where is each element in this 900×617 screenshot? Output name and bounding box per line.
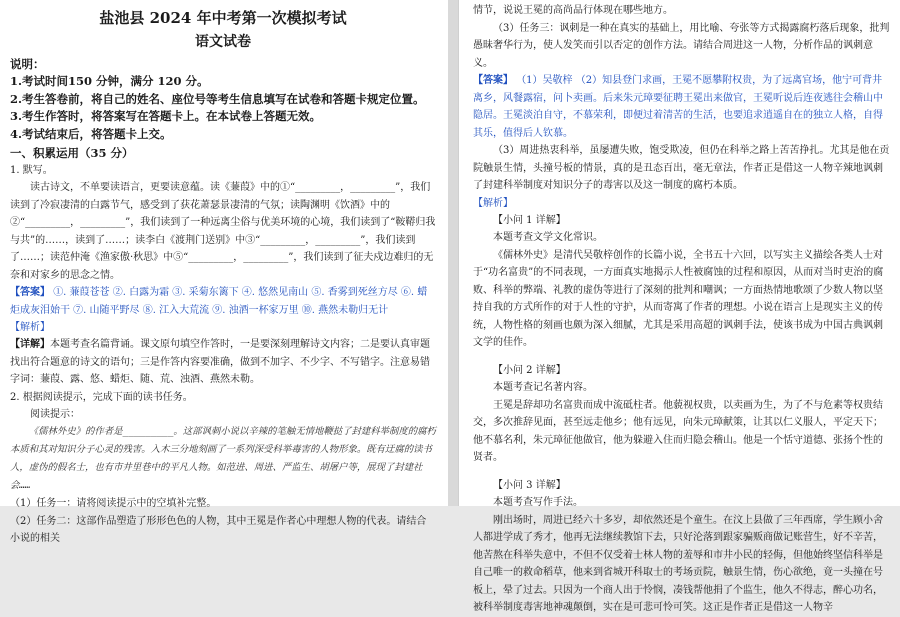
- notes-heading: 说明：: [10, 57, 45, 71]
- note-item: 4.考试结束后，将答题卡上交。: [10, 126, 172, 141]
- answer-text: （1）吴敬梓 （2）知县登门求画，王冕不愿攀附权贵，为了远离官场，他宁可背井离乡，风餐露宿，问卜卖画。后来朱元璋要征聘王冕出来做官，王冕听说后连夜逃往会稽山中隐居。王冕淡泊自守，不慕荣利，即便过着清苦的生活，也要追求逍遥自在的独立人格，自得其乐，值得后人钦慕。: [473, 75, 883, 139]
- answer-label: 【答案】: [473, 75, 513, 86]
- sub-question-2-text: 王冕是辞却功名富贵而成中流砥柱者。他藐视权贵，以卖画为生，为了不与危素等权贵结交，多次推辞见面，甚至远走他乡；他有远见，向朱元璋献策，让其以仁义服人，平定天下；他不慕名利，朱元璋征他做官，他为躲避入住而归隐会稽山。他是一个恬守道德、张扬个性的贤者。: [473, 399, 883, 463]
- sub-question-2-label: 【小问 2 详解】: [493, 364, 566, 376]
- question-2-label: 2. 根据阅读提示，完成下面的读书任务。: [10, 391, 193, 403]
- sub-question-3-label: 【小问 3 详解】: [493, 479, 566, 491]
- task-3-answer: （3）周进热衷科举，虽屡遭失败，饱受欺凌，但仍在科举之路上苦苦挣扎。尤其是他在贡院触景生情，头撞号板的情景，真的是丑态百出，毫无章法，作者正是借这一人物辛辣地讽刺了封建科举制度对知识分子的毒害以及这一制度的腐朽本质。: [473, 145, 890, 191]
- exam-page-right: [458, 0, 900, 613]
- answer-block: [10, 284, 436, 319]
- sub-question-1-label: 【小问 1 详解】: [493, 214, 566, 226]
- question-1-label: 1. 默写。: [10, 165, 53, 176]
- exam-title: 盐池县 2024 年中考第一次模拟考试: [99, 9, 347, 27]
- exam-subtitle: 语文试卷: [195, 34, 251, 50]
- note-item: 1.考试时间150 分钟，满分 120 分。: [10, 74, 209, 88]
- task-1: （1）任务一：请将阅读提示中的空填补完整。: [10, 498, 217, 509]
- page-gutter: [448, 0, 458, 506]
- analysis-label: 【解析】: [10, 322, 50, 333]
- task-2-continued: 情节，说说王冕的高尚品行体现在哪些地方。: [473, 5, 673, 16]
- answer-text: ①. 蒹葭苍苍 ②. 白露为霜 ③. 采菊东篱下 ④. 悠然见南山 ⑤. 香雾到死丝方尽 ⑥. 蜡炬成灰泪始干 ⑦. 山随平野尽 ⑧. 江入大荒流 ⑨. 浊酒一杯家万里 ⑩. 燕然未勒归无计: [10, 287, 428, 316]
- task-2: （2）任务二：这部作品塑造了形形色色的人物，其中王冕是作者心中理想人物的代表。请结合小说的相关: [10, 515, 427, 544]
- sub-question-2-line: 本题考查记名著内容。: [493, 382, 593, 393]
- task-3: （3）任务三：讽刺是一种在真实的基础上，用比喻、夸张等方式揭露腐朽落后现象，批判愚昧奢华行为，使人发笑而引以否定的创作方法。请结合周进这一人物，分析作品的讽刺意义。: [473, 22, 890, 69]
- exam-page-left: [0, 0, 448, 544]
- question-1-body: 读古诗文，不单要读语言，更要读意蕴。读《蒹葭》中的①“_________，_________”，我们读到了冷寂凄清的白露节气，感受到了获花萧瑟景凄清的气氛；读陶渊明《饮酒》中的②“_________，_________”，我们读到了一种远离尘俗与优美环境的心境，我们读到了“鞍鞯归我与共”的……，读到了……；读李白《渡荆门送别》中③“_________，_________”，我们读到了……；读范仲淹《渔家傲·秋思》中⑤“_________，_________”，我们读到了征夫戍边难归的无奈和对家乡的思念之情。: [10, 182, 436, 281]
- detail-block: [10, 336, 436, 389]
- detail-label: 【详解】: [10, 339, 50, 350]
- note-item: 2.考生答卷前，将自己的姓名、座位号等考生信息填写在试卷和答题卡规定位置。: [10, 91, 425, 106]
- reading-prompt-label: 阅读提示：: [30, 408, 80, 420]
- sub-question-3-text: 刚出场时，周进已经六十多岁，却依然还是个童生。在汶上县做了三年西席，学生顾小舍人都进学成了秀才，他再无法继续教馆下去，只好沦落到跟家骗贩商做记账营生，好不辛苦，他苦熬在科举失意中，不但不仅受着士林人物的羞辱和市井小民的轻侮，但他始终坚信科举是自己唯一的救命稻草，他来到省城开科取士的考场贡院，触景生情，伤心欲绝，竟一头撞在号板上，晕了过去。只因为一个商人出于怜悯，凑钱帮他捐了个监生，他久不得志，醉心功名，被科举制度毒害地神魂颠倒，实在是可悲可怜可笑。这正是作者正是借这一人物辛: [473, 514, 883, 613]
- analysis-label: 【解析】: [473, 197, 513, 209]
- sub-question-1-text: 《儒林外史》是清代吴敬梓创作的长篇小说，全书五十六回，以写实主义描绘各类人士对于“功名富贵”的不同表现，一方面真实地揭示人性被腐蚀的过程和原因，从而对当时吏治的腐败、科举的弊端、礼教的虚伪等进行了深刻的批判和嘲讽；一方面热情地歌颂了少数人物以坚持自我的方式所作的对于人性的守护，从而寄寓了作者的理想。小说在语言上是现实主义的传统，人物性格的刻画也颇为深入细腻，尤其是采用高超的讽刺手法，使该书成为中国古典讽刺文学的佳作。: [473, 249, 884, 348]
- sub-question-3-line: 本题考查写作手法。: [493, 497, 583, 508]
- reading-passage: 《儒林外史》的作者是_________。这部讽刺小说以辛辣的笔触无情地鞭挞了封建科举制度的腐朽本质和其对知识分子心灵的残害。入木三分地刻画了一系列深受科举毒害的人物形象。既有迂腐的读书人，虚伪的假名士，也有市井里巷中的平凡人物。如范进、周进、严监生、胡屠户等，展现了封建社会……: [10, 426, 436, 491]
- answer-label: 【答案】: [10, 287, 50, 298]
- answer-block: [473, 72, 890, 142]
- sub-question-1-line: 本题考查文学文化常识。: [493, 232, 603, 243]
- detail-text: 本题考查名篇背诵。课文原句填空作答时，一是要深刻理解诗文内容；二是要认真审题找出符合题意的诗文的语句；三是作答内容要准确，做到不加字、不少字、不写错字。注意易错字词：蒹葭、露、悠、蜡炬、随、荒、浊酒、燕然未勒。: [10, 339, 430, 385]
- note-item: 3.考生作答时，将答案写在答题卡上。在本试卷上答题无效。: [10, 109, 322, 123]
- section-heading: 一、积累运用（35 分）: [10, 146, 134, 160]
